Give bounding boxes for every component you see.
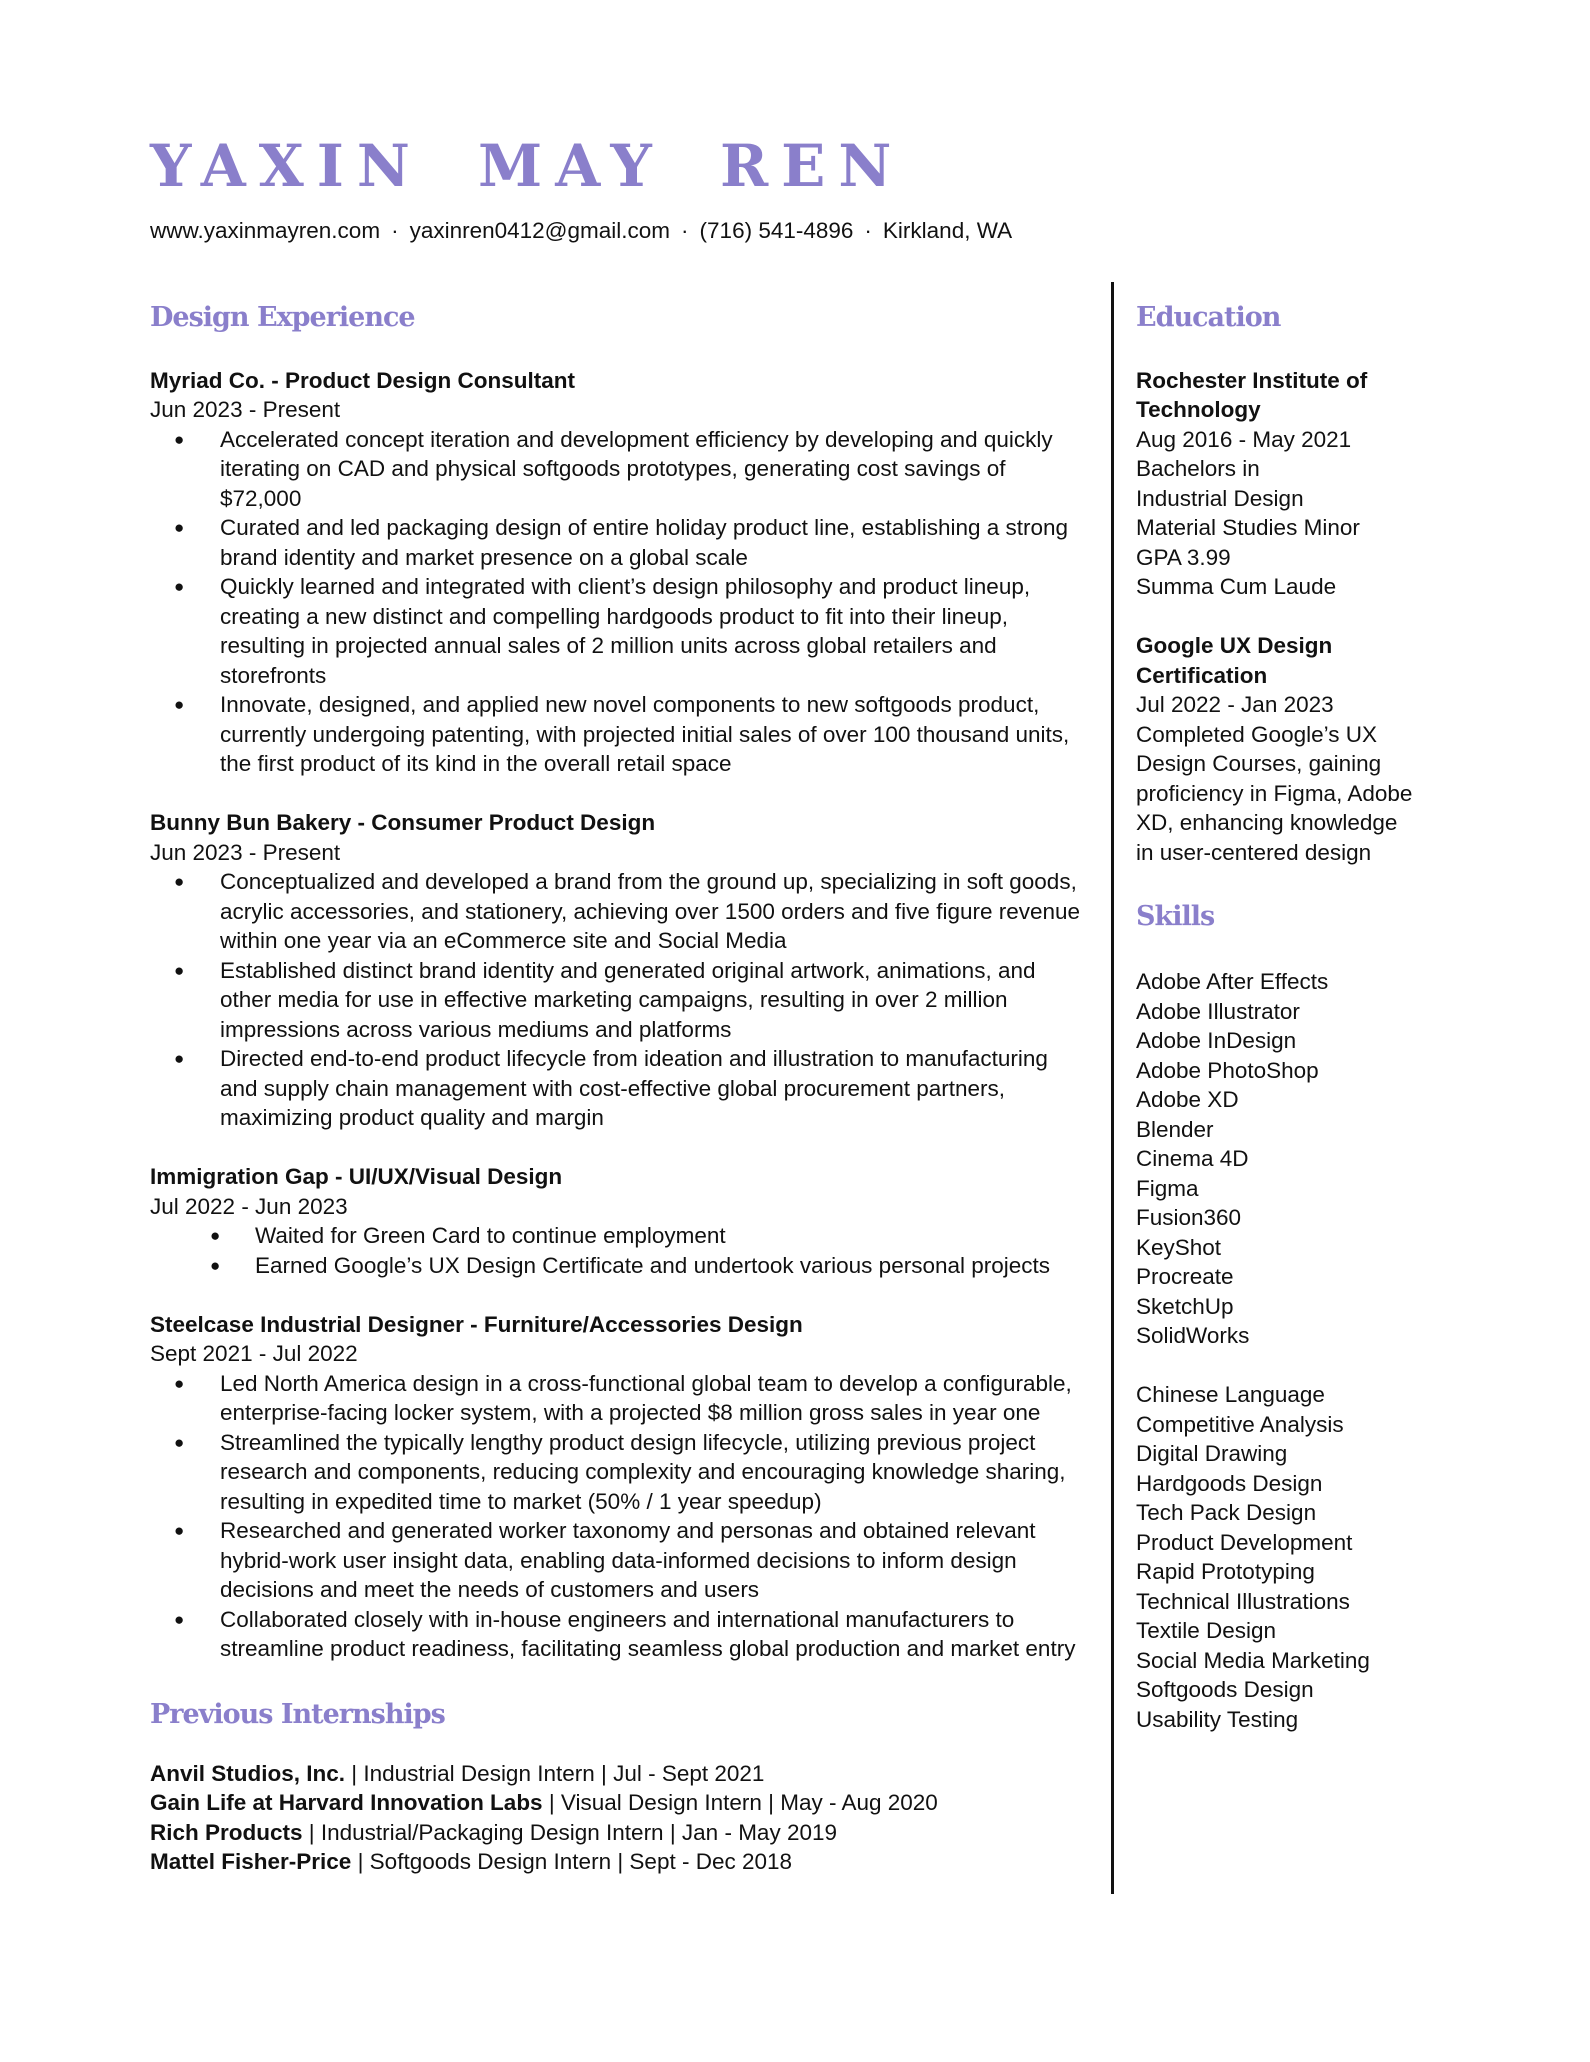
bullet-text: Accelerated concept iteration and development efficiency by developing and quickly (220, 426, 1053, 452)
skill-item: Adobe XD (1136, 1087, 1239, 1112)
job-title: Immigration Gap - UI/UX/Visual Design (150, 1164, 563, 1189)
bullet-item (150, 1251, 1095, 1281)
education-detail: Industrial Design (1136, 485, 1304, 511)
internship-row (150, 1818, 1095, 1848)
skill-item: Rapid Prototyping (1136, 1559, 1315, 1584)
bullet-text: the first product of its kind in the overall retail space (220, 751, 732, 776)
internship-list (150, 1759, 1095, 1877)
skill-item: Product Development (1136, 1529, 1353, 1555)
skill-item: Fusion360 (1136, 1205, 1242, 1230)
bullet-item (150, 572, 1095, 690)
job-title: Steelcase Industrial Designer - Furniture/Accessories Design (150, 1311, 803, 1337)
bullet-text: maximizing product quality and margin (220, 1105, 604, 1130)
education-entry (1136, 631, 1436, 867)
bullet-item (150, 1428, 1095, 1517)
bullet-text: within one year via an eCommerce site and Social Media (220, 928, 787, 953)
education-detail: XD, enhancing knowledge (1136, 810, 1398, 835)
skill-item: Digital Drawing (1136, 1441, 1288, 1466)
bullet-item (150, 1516, 1095, 1605)
education-detail: Completed Google’s UX (1136, 721, 1377, 747)
education-detail: Design Courses, gaining (1136, 751, 1382, 776)
bullet-text: other media for use in effective marketing campaigns, resulting in over 2 million (220, 987, 1008, 1012)
bullet-item (150, 690, 1095, 779)
bullet-text: Innovate, designed, and applied new novel components to new softgoods product, (220, 692, 1040, 717)
skill-item: Cinema 4D (1136, 1146, 1249, 1171)
website-link[interactable]: www.yaxinmayren.com (150, 218, 381, 243)
column-divider (1111, 282, 1114, 1894)
education-detail: Material Studies Minor (1136, 515, 1360, 540)
bullet-text: hybrid-work user insight data, enabling data-informed decisions to inform design (220, 1547, 1017, 1573)
section-title-skills: Skills (1136, 901, 1215, 932)
skill-item: Competitive Analysis (1136, 1411, 1344, 1437)
skill-item: Adobe InDesign (1136, 1028, 1297, 1053)
bullet-text: Led North America design in a cross-functional global team to develop a configurable, (220, 1370, 1072, 1396)
bullet-item (150, 956, 1095, 1045)
job-dates: Sept 2021 - Jul 2022 (150, 1341, 358, 1366)
bullet-text: streamline product readiness, facilitating seamless global production and market entry (220, 1636, 1076, 1661)
bullet-text: brand identity and market presence on a global scale (220, 544, 748, 570)
bullet-text: and supply chain management with cost-effective global procurement partners, (220, 1075, 1006, 1101)
bullet-list (150, 867, 1095, 1133)
skill-item: Chinese Language (1136, 1382, 1325, 1407)
internship-company: Anvil Studios, Inc. (150, 1760, 346, 1786)
bullet-item (150, 425, 1095, 514)
education-detail: in user-centered design (1136, 839, 1372, 865)
skill-item: Tech Pack Design (1136, 1500, 1317, 1525)
job-dates: Jul 2022 - Jun 2023 (150, 1193, 348, 1219)
skill-item: Figma (1136, 1175, 1199, 1201)
bullet-text: acrylic accessories, and stationery, achieving over 1500 orders and five figure revenue (220, 898, 1081, 924)
bullet-text: storefronts (220, 662, 327, 688)
internship-company: Mattel Fisher-Price (150, 1849, 352, 1874)
bullet-text: research and components, reducing complexity and encouraging knowledge sharing, (220, 1459, 1066, 1484)
bullet-text: currently undergoing patenting, with projected initial sales of over 100 thousand units, (220, 721, 1070, 747)
bullet-list (150, 425, 1095, 779)
bullet-text: Curated and led packaging design of entire holiday product line, establishing a strong (220, 515, 1069, 540)
school-name: Google UX Design (1136, 633, 1333, 658)
bullet-list (150, 1369, 1095, 1664)
education-detail: Aug 2016 - May 2021 (1136, 426, 1352, 452)
contact-separator: · (681, 218, 689, 243)
bullet-text: resulting in projected annual sales of 2 million units across global retailers and (220, 633, 997, 658)
skill-item: Hardgoods Design (1136, 1470, 1323, 1496)
phone-number: (716) 541-4896 (699, 218, 854, 243)
school-name: Certification (1136, 662, 1268, 688)
section-title-internships: Previous Internships (150, 1698, 445, 1730)
job-title: Myriad Co. - Product Design Consultant (150, 367, 576, 393)
skill-item: Blender (1136, 1116, 1214, 1142)
experience-entry (150, 1310, 1095, 1664)
education-detail: Summa Cum Laude (1136, 574, 1337, 599)
section-title-education: Education (1136, 302, 1281, 333)
education-detail: GPA 3.99 (1136, 544, 1231, 570)
bullet-item (150, 1369, 1095, 1428)
skill-item: Adobe PhotoShop (1136, 1057, 1319, 1083)
internship-detail: | Industrial Design Intern | Jul - Sept 2021 (345, 1760, 765, 1786)
job-dates: Jun 2023 - Present (150, 397, 341, 422)
bullet-text: Collaborated closely with in-house engineers and international manufacturers to (220, 1606, 1015, 1632)
internship-row (150, 1788, 1095, 1818)
education-detail: Jul 2022 - Jan 2023 (1136, 692, 1334, 717)
internship-company: Rich Products (150, 1819, 303, 1845)
skill-item: Technical Illustrations (1136, 1588, 1350, 1614)
bullet-text: enterprise-facing locker system, with a projected $8 million gross sales in year one (220, 1400, 1041, 1425)
bullet-text: Earned Google’s UX Design Certificate and undertook various personal projects (255, 1252, 1051, 1278)
school-name: Rochester Institute of (1136, 367, 1368, 393)
experience-entry (150, 808, 1095, 1133)
job-dates: Jun 2023 - Present (150, 839, 341, 865)
bullet-text: iterating on CAD and physical softgoods prototypes, generating cost savings of (220, 456, 1006, 481)
education-list (1136, 366, 1436, 868)
skill-item: KeyShot (1136, 1234, 1222, 1260)
internship-detail: | Visual Design Intern | May - Aug 2020 (542, 1790, 938, 1815)
skill-item: SolidWorks (1136, 1323, 1250, 1348)
internship-row (150, 1759, 1095, 1789)
job-title: Bunny Bun Bakery - Consumer Product Design (150, 810, 656, 835)
bullet-text: impressions across various mediums and platforms (220, 1016, 732, 1042)
bullet-text: Quickly learned and integrated with client’s design philosophy and product lineup, (220, 574, 1031, 599)
software-skills-list (1136, 967, 1436, 1351)
candidate-name: YAXIN MAY REN (150, 132, 905, 200)
bullet-item (150, 513, 1095, 572)
skill-item: Adobe After Effects (1136, 969, 1329, 994)
bullet-text: Streamlined the typically lengthy product design lifecycle, utilizing previous project (220, 1429, 1036, 1455)
internship-company: Gain Life at Harvard Innovation Labs (150, 1790, 543, 1815)
bullet-text: Conceptualized and developed a brand from the ground up, specializing in soft goods, (220, 869, 1077, 894)
skill-item: Procreate (1136, 1264, 1234, 1289)
left-column (150, 300, 1095, 1877)
bullet-text: $72,000 (220, 485, 302, 511)
skill-item: Social Media Marketing (1136, 1647, 1370, 1673)
school-name: Technology (1136, 397, 1261, 422)
education-entry (1136, 366, 1436, 602)
experience-entry (150, 1162, 1095, 1280)
skill-item: Softgoods Design (1136, 1677, 1314, 1702)
bullet-item (150, 1605, 1095, 1664)
education-detail: Bachelors in (1136, 456, 1260, 481)
education-detail: proficiency in Figma, Adobe (1136, 780, 1413, 806)
bullet-list (150, 1221, 1095, 1280)
bullet-text: creating a new distinct and compelling hardgoods product to fit into their lineup, (220, 603, 1008, 629)
bullet-text: Directed end-to-end product lifecycle from ideation and illustration to manufacturing (220, 1046, 1048, 1071)
other-skills-list (1136, 1380, 1436, 1734)
contact-separator: · (391, 218, 399, 243)
experience-list (150, 366, 1095, 1664)
email-link[interactable]: yaxinren0412@gmail.com (409, 218, 671, 243)
section-title-design-experience: Design Experience (150, 302, 415, 333)
contact-separator: · (864, 218, 872, 243)
bullet-text: Waited for Green Card to continue employment (255, 1223, 726, 1248)
contact-line (150, 218, 1012, 244)
bullet-text: decisions and meet the needs of customers and users (220, 1577, 760, 1602)
bullet-item (150, 1221, 1095, 1251)
skill-item: SketchUp (1136, 1293, 1234, 1319)
internship-detail: | Industrial/Packaging Design Intern | Jan - May 2019 (302, 1819, 838, 1845)
location: Kirkland, WA (882, 218, 1013, 243)
bullet-text: Established distinct brand identity and generated original artwork, animations, and (220, 957, 1036, 983)
internship-row (150, 1847, 1095, 1877)
skill-item: Textile Design (1136, 1618, 1277, 1643)
skill-item: Adobe Illustrator (1136, 998, 1300, 1024)
bullet-item (150, 1044, 1095, 1133)
right-column (1136, 300, 1436, 1734)
skill-item: Usability Testing (1136, 1706, 1299, 1732)
experience-entry (150, 366, 1095, 779)
internship-detail: | Softgoods Design Intern | Sept - Dec 2018 (351, 1849, 793, 1874)
bullet-text: resulting in expedited time to market (50% / 1 year speedup) (220, 1488, 822, 1514)
bullet-text: Researched and generated worker taxonomy and personas and obtained relevant (220, 1518, 1036, 1543)
bullet-item (150, 867, 1095, 956)
